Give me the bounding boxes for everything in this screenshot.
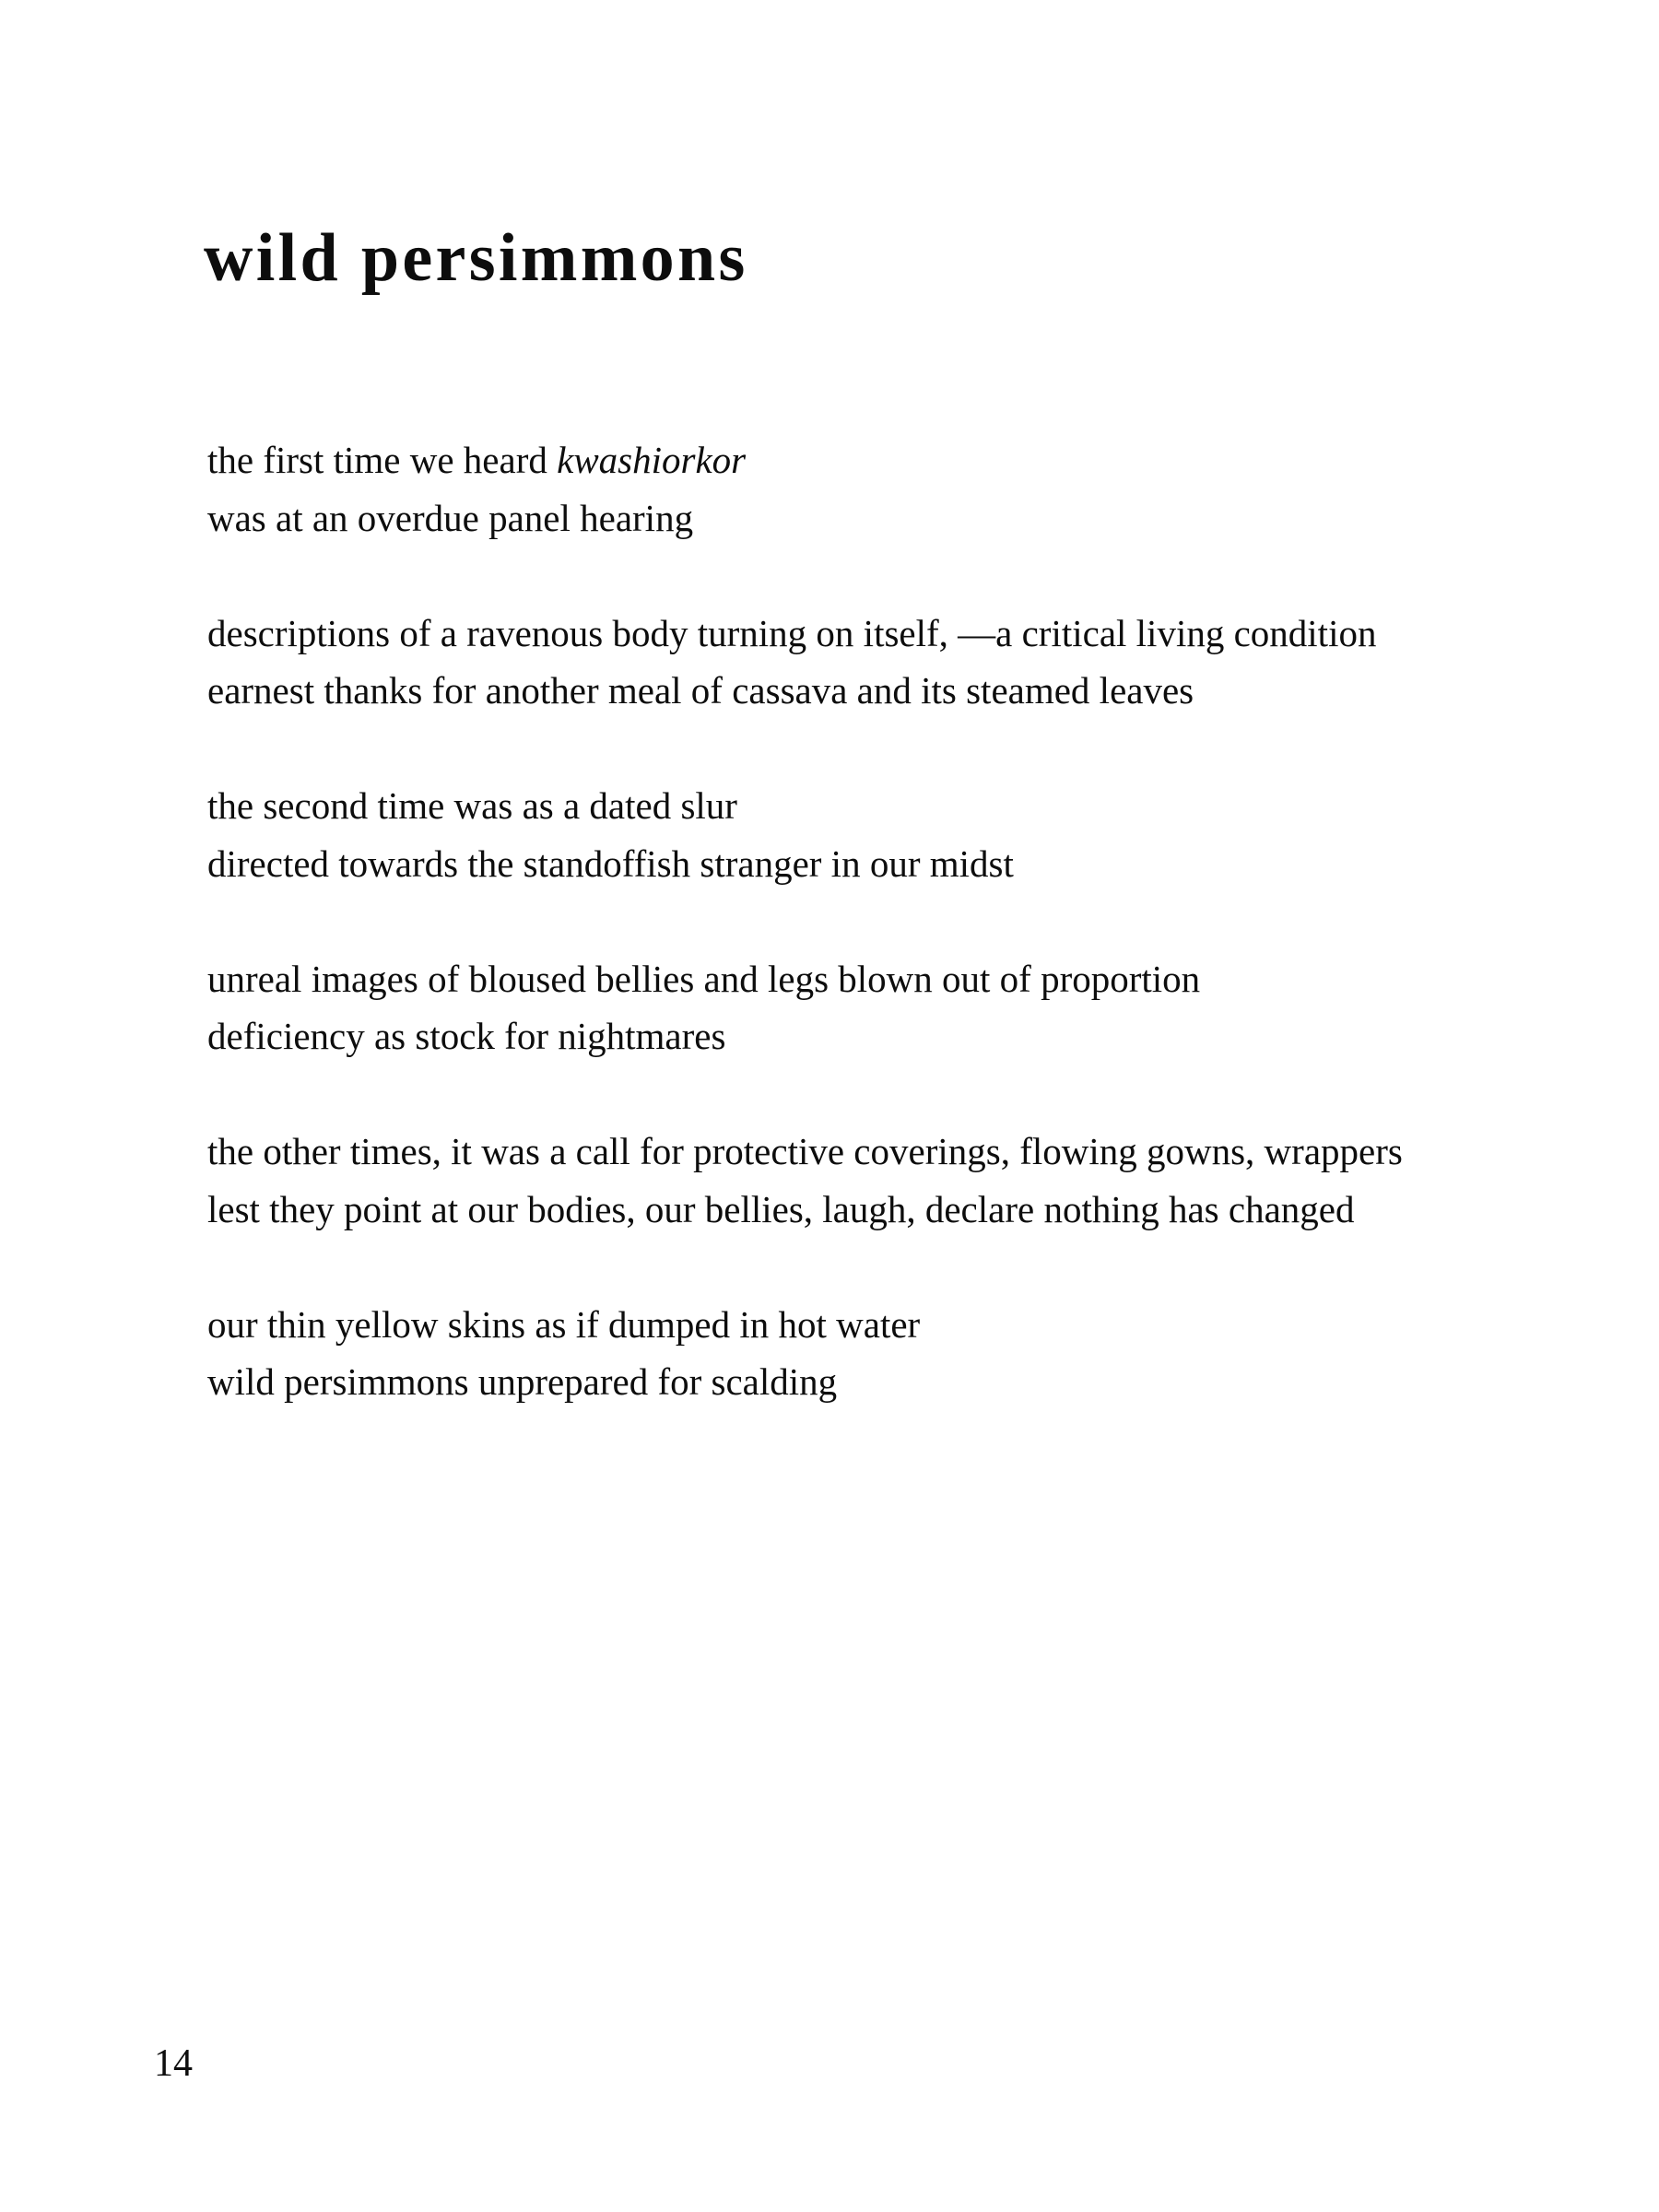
poem-body [207, 431, 1403, 1411]
poem-line: the other times, it was a call for protective coverings, flowing gowns, wrappers [207, 1130, 1403, 1172]
stanza-5 [207, 1123, 1403, 1238]
poem-line: was at an overdue panel hearing [207, 496, 694, 539]
poem-line: deficiency as stock for nightmares [207, 1015, 726, 1057]
poem-line: our thin yellow skins as if dumped in hot water [207, 1302, 921, 1346]
poem-line: directed towards the standoffish stranger in our midst [207, 841, 1014, 885]
poem-line: lest they point at our bodies, our bellies, laugh, declare nothing has changed [207, 1187, 1355, 1230]
stanza-1 [207, 431, 1403, 547]
stanza-6 [207, 1296, 1403, 1411]
poem-line: unreal images of bloused bellies and legs blown out of proportion [207, 957, 1201, 1000]
poem-title: wild persimmons [204, 220, 748, 296]
italic-term: kwashiorkor [557, 439, 747, 481]
poem-line: wild persimmons unprepared for scalding [207, 1360, 838, 1403]
poem-line: descriptions of a ravenous body turning on itself, —a critical living condition [207, 611, 1377, 654]
stanza-3 [207, 777, 1403, 892]
page-number: 14 [154, 2042, 193, 2085]
poem-line [207, 431, 1403, 489]
poem-line: earnest thanks for another meal of cassava and its steamed leaves [207, 669, 1194, 712]
stanza-2 [207, 605, 1403, 720]
poem-line: the second time was as a dated slur [207, 784, 737, 827]
stanza-4 [207, 950, 1403, 1065]
poem-line-text: the first time we heard [207, 439, 558, 481]
